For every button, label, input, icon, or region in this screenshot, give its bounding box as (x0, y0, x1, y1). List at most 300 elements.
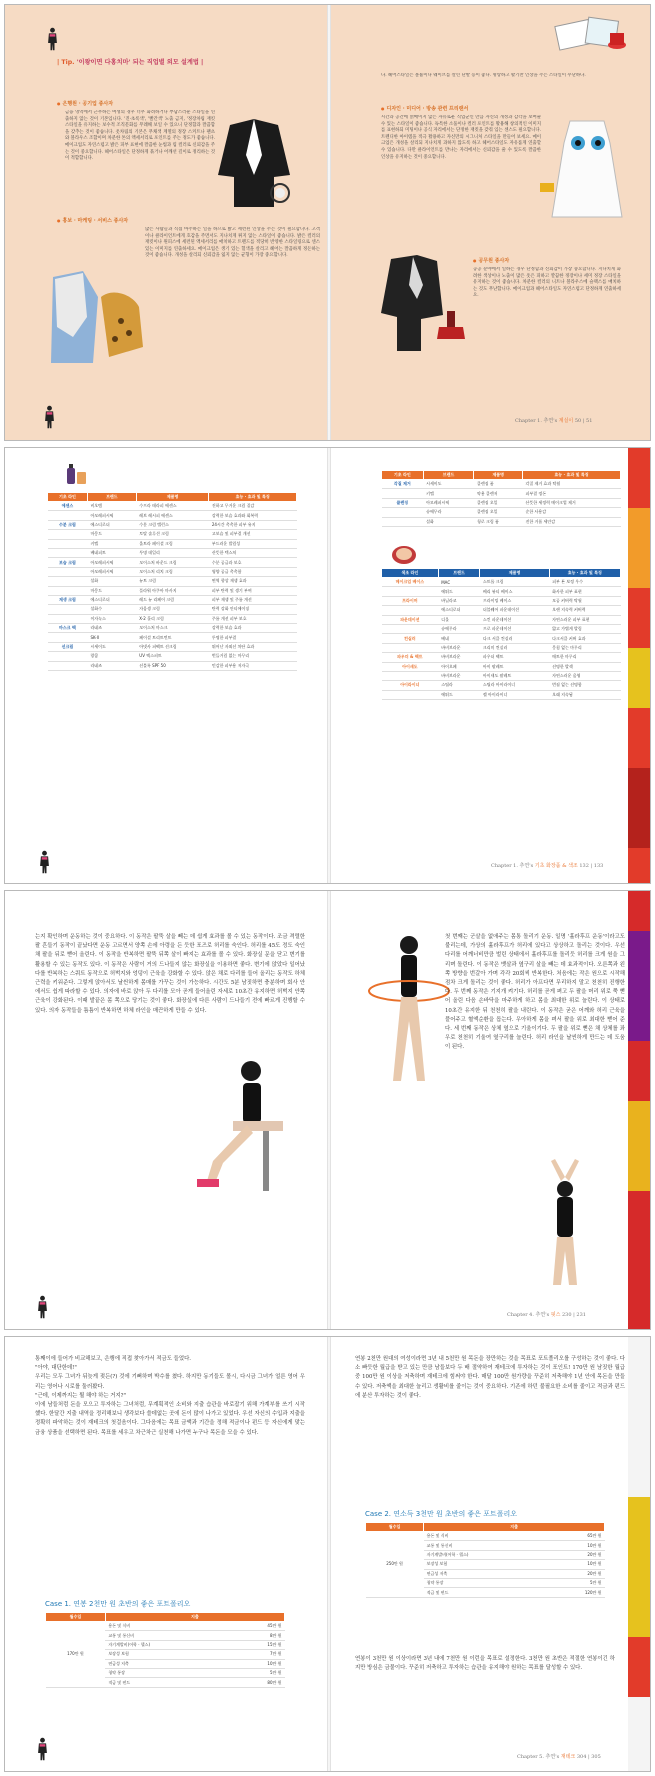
table-cell: 다크 서클 컨실러 (480, 634, 549, 643)
fitness-right-text: 첫 번째는 군살을 없애주는 몸통 돌리기 운동. 일명 '훌라후프 운동'이라고도 불리는데, 가상의 훌라후프가 허리에 있다고 상상하고 돌리는 것이다. 우선 다리를 어깨너비만큼 벌린 상태에서 훌라후프를 돌리듯 허리를 크게 원을 그리며 돌린다. 이 동작은 뱃살과 옆구리 살을 빼는 데 효과적이다. 오른쪽과 왼쪽 방향을 번갈아 가며 각각 20회씩 반복한다. 처음에는 작은 원으로 시작해 점차 크게 돌리는 것이 좋다. 허리가 아프다면 무리하지 말고 천천히 진행한다. 두 번째 동작은 기지개 켜기다. 허리를 곧게 펴고 두 팔을 머리 위로 쭉 뻗어 올린 다음 손바닥을 마주하게 하고 몸을 최대한 위로 늘린다. 이 상태로 10초간 유지한 뒤 천천히 팔을 내린다. 이 동작은 굳은 어깨와 허리 근육을 풀어주고 혈액순환을 돕는다. 우아하게 몸을 펴서 팔을 위로 최대한 뻗어 준다. 세 번째 동작은 상체 옆으로 기울이기다. 두 팔을 위로 뻗은 채 상체를 좌우로 천천히 기울여 옆구리를 늘린다. 허리 라인을 날씬하게 만드는 데 도움이 된다. (445, 934, 625, 1051)
table-category-cell (48, 586, 88, 595)
table-cell: 설화 (87, 577, 136, 586)
table-category-cell: 클렌징 (382, 498, 424, 507)
table-cell: 스킨 파운데이션 (480, 615, 549, 624)
table-row (382, 596, 621, 605)
expense-amount: 8만 원 (231, 1631, 284, 1640)
table-cell: 청로 크림 폼 (474, 517, 523, 526)
table-cell: 수분 공급과 보호 (209, 558, 297, 567)
table-cell: 진한 거품 세안감 (523, 517, 621, 526)
compact-icon (390, 543, 418, 565)
table-category-cell (48, 614, 88, 623)
table-cell: 설화수 (87, 605, 136, 614)
table-cell: 마몽드 (87, 530, 136, 539)
table-category-cell (48, 661, 88, 670)
table-cell: 아모레퍼시픽 (87, 567, 136, 576)
table-cell: 크리미 컨실러 (480, 643, 549, 652)
table-cell: 이자녹스 (87, 614, 136, 623)
table-cell: 부드러운 발림성 (209, 539, 297, 548)
expense-amount: 120만 원 (546, 1588, 604, 1597)
table-cell: 아모레퍼시픽 (87, 511, 136, 520)
table-cell: 자연스러운 피부 표현 (549, 615, 620, 624)
table-cell: 순한 사용감 (523, 508, 621, 517)
table-cell: 고보습 및 피부결 개선 (209, 530, 297, 539)
table-row (382, 643, 621, 652)
table-cell: 주름 개선 피부 보호 (209, 614, 297, 623)
page-spread-cosmetics (4, 447, 651, 884)
table-row (48, 511, 297, 520)
cosmetic-bottle-icon (63, 460, 89, 486)
section-bank-body: 금융 영역에서 근무하는 여성의 경우 너무 화려하거나 부담스러운 스타일을 연출하지 않는 것이 기본입니다. '진·초록색', '빨간색' 노출 금지, '정장차림 재킷 스타일을 유지하는 보수적 조직문화를 무례해 보일 수 있으니 단정함과 깔끔함을 갖추는 것이 좋습니다. 옷차림의 기본은 무채색 계열의 정장 스커트나 팬츠와 블라우스 조합이며 차분한 톤의 액세서리로 포인트를 주는 정도가 좋습니다. 메이크업도 자연스럽고 밝은 피부 표현에 깔끔한 눈썹과 립 컬러로 신뢰감을 주는 것이 중요합니다. 헤어스타일은 단정하게 묶거나 어깨선 길이로 정리하는 것이 적합합니다. (65, 110, 215, 162)
book-gutter (327, 1337, 331, 1771)
table-cell: 클렌징 오일 (474, 498, 523, 507)
table-cell: 에뛰드 (438, 587, 480, 596)
table-cell: 투명한 피부결 (209, 633, 297, 642)
table-row (46, 1622, 285, 1631)
table-cell: 선명한 발색 (549, 662, 620, 671)
table-row (382, 606, 621, 615)
case2-title: Case 2. 연소득 3천만 원 초반의 좋은 포트폴리오 (365, 1510, 518, 1518)
decorative-stripe (628, 891, 650, 1330)
table-cell: 매트한 마무리 (549, 653, 620, 662)
tip-heading: '이왕이면 다홍치마' 되는 직업별 외모 설계법 | (76, 59, 204, 66)
table-cell: 다크서클 커버 효과 (549, 634, 620, 643)
table-cell: 울트라 페이셜 크림 (136, 539, 209, 548)
page-spread-fashion (4, 4, 651, 441)
makeup-table (381, 568, 621, 700)
table-cell: 베리 뷰티 베이스 (480, 587, 549, 596)
table-body (366, 1532, 605, 1598)
table-row (48, 652, 297, 661)
expense-amount: 20만 원 (546, 1550, 604, 1559)
fitness-left-text-continued (35, 1059, 195, 1229)
table-header-cell: 제품명 (474, 471, 523, 480)
clothes-illustration (43, 267, 155, 367)
table-cell: SK-II (87, 633, 136, 642)
table-cell: 강력한 보습 효과 (209, 624, 297, 633)
page-footer (491, 862, 603, 869)
table-row (382, 690, 621, 699)
table-category-cell (382, 671, 439, 680)
section-bank-heading: ● 은행원 · 공기업 종사자 (57, 100, 113, 107)
table-cell: 뉴트 크림 (136, 577, 209, 586)
table-category-cell: 파운데이션 (382, 615, 439, 624)
table-cell: 자음생 크림 (136, 605, 209, 614)
table-header-cell: 효능 · 효과 및 특징 (209, 493, 297, 502)
table-row (48, 548, 297, 557)
table-cell: 프로 파운데이션 (480, 624, 549, 633)
table-category-cell (382, 517, 424, 526)
table-cell: 번들거림 없는 마무리 (209, 652, 297, 661)
decorative-stripe (628, 1337, 650, 1772)
expense-label: 보장성 보험 (424, 1560, 547, 1569)
woman-silhouette-logo (42, 405, 57, 429)
table-row (48, 558, 297, 567)
section-freelancer-heading: ● 디자인 · 미디어 · 방송 관련 프리랜서 (381, 105, 468, 112)
table-cell: 자연스러운 음영 (549, 671, 620, 680)
table-cell: 마몽드 (87, 586, 136, 595)
table-cell: 영양 공급 촉촉함 (209, 567, 297, 576)
table-row (48, 661, 297, 670)
table-row (48, 595, 297, 604)
footer-title: 핏스 (550, 1312, 561, 1318)
footer-title: 기초 화장품 & 색조 (534, 863, 578, 869)
table-header-cell: 제품명 (136, 493, 209, 502)
expense-label: 자기계발비(어학 · 헬스) (424, 1550, 547, 1559)
table-cell: 스트롭 크림 (480, 578, 549, 587)
table-cell: 피부 톤 보정 우수 (549, 578, 620, 587)
table-cell: 피부결 정돈 (523, 489, 621, 498)
expense-label: 용돈 및 식비 (105, 1622, 231, 1631)
magazine-cup-illustration (553, 15, 631, 53)
woman-silhouette-logo (35, 1737, 50, 1761)
page-footer (515, 417, 592, 424)
table-category-cell (382, 508, 424, 517)
table-header-cell: 효능 · 효과 및 특징 (549, 569, 620, 578)
table-row (382, 480, 621, 489)
table-category-cell: 컨실러 (382, 634, 439, 643)
expense-amount: 5만 원 (546, 1578, 604, 1587)
table-cell: 레드 뉴 리페어 크림 (136, 595, 209, 604)
table-category-cell (48, 605, 88, 614)
table-cell: 아이오페 (438, 662, 480, 671)
woman-silhouette-logo (37, 850, 52, 874)
table-row (366, 1532, 605, 1541)
table-header-row (366, 1523, 605, 1532)
footer-chapter: Chapter 1. 추연's (515, 418, 558, 424)
exercise-woman-illustration (365, 931, 455, 1091)
table-header-cell: 브랜드 (423, 471, 474, 480)
table-header-cell: 지출 (105, 1613, 284, 1622)
table-cell: 레브 레시피 에센스 (136, 511, 209, 520)
table-cell: 약용 클렌저 (474, 489, 523, 498)
table-header-row (48, 493, 297, 502)
woman-silhouette-logo (35, 1295, 50, 1319)
table-cell: 각질 제거 효과 탁월 (523, 480, 621, 489)
expense-amount: 45만 원 (231, 1622, 284, 1631)
table-cell: 디올 (438, 615, 480, 624)
table-category-cell: 파우더 & 팩트 (382, 653, 439, 662)
case1-table (45, 1612, 285, 1688)
table-category-cell (48, 567, 88, 576)
page-footer (517, 1753, 601, 1760)
expense-label: 청약 통장 (105, 1668, 231, 1677)
table-row (382, 489, 621, 498)
table-cell: 베네 (438, 634, 480, 643)
table-row (48, 567, 297, 576)
footer-title: 재테크 (560, 1754, 576, 1760)
section-public-body: 공공 분야에서 일하는 경우 단정함과 신뢰감이 가장 중요합니다. 지나치게 화려한 색상이나 노출이 많은 옷은 피하고 깔끔한 정장이나 세미 정장 스타일을 유지하는 것이 좋습니다. 차분한 컬러의 니트나 블라우스에 슬랙스를 매치하는 것도 무난합니다. 메이크업과 헤어스타일도 자연스럽고 단정하게 연출하세요. (473, 267, 621, 299)
table-category-cell: 수분 크림 (48, 520, 88, 529)
footer-chapter: Chapter 4. 추연's (507, 1312, 550, 1318)
table-row (382, 578, 621, 587)
table-row (48, 624, 297, 633)
table-category-cell (382, 643, 439, 652)
table-category-cell: 프라이머 (382, 596, 439, 605)
table-cell: 민감한 피부용 저자극 (209, 661, 297, 670)
table-category-cell (382, 624, 439, 633)
table-cell: 시세이도 (423, 480, 474, 489)
page-spread-fitness (4, 890, 651, 1330)
jacket-illustration (210, 115, 298, 210)
table-cell: 스틸라 (438, 681, 480, 690)
table-cell: 피부 탄력 및 생기 부여 (209, 586, 297, 595)
table-cell: 에뛰드 (438, 690, 480, 699)
table-header-row (382, 471, 621, 480)
decorative-stripe (628, 448, 650, 884)
income-cell: 170만 원 (46, 1622, 106, 1688)
table-header-cell: 기초 라인 (382, 471, 424, 480)
table-cell: 에스티로더 (87, 520, 136, 529)
table-row (48, 605, 297, 614)
table-cell: 뛰어난 자외선 차단 효과 (209, 642, 297, 651)
table-cell: 시세이도 (87, 642, 136, 651)
table-row (48, 642, 297, 651)
table-header-cell: 월수입 (366, 1523, 424, 1532)
table-body (382, 578, 621, 700)
footer-chapter: Chapter 1. 추연's (491, 863, 534, 869)
table-cell: 슈에무라 (423, 508, 474, 517)
table-header-cell: 브랜드 (438, 569, 480, 578)
section-freelancer-body: 시간과 공간에 얽매이지 않는 자유로운 직업군인 만큼 자신의 개성과 감각을 보여줄 수 있는 스타일이 좋습니다. 독특한 소품이나 컬러 포인트를 활용해 창의적인 이미지를 표현하되 미팅이나 공식 자리에서는 단정한 재킷을 갖춰 입는 센스도 필요합니다. 트렌디한 아이템을 적극 활용하고 자신만의 시그니처 스타일을 만들어 보세요. 메이크업은 개성을 살리되 지나치게 과하지 않도록 하고 헤어스타일도 자유롭게 연출할 수 있습니다. 다만 클라이언트를 만나는 자리에서는 신뢰감을 줄 수 있도록 깔끔한 인상을 유지하는 것이 중요합니다. (381, 115, 541, 160)
expense-label: 적금 및 펀드 (105, 1678, 231, 1687)
table-row (48, 577, 297, 586)
table-row (382, 498, 621, 507)
table-category-cell (48, 548, 88, 557)
table-row (48, 502, 297, 511)
table-cell: 아모레퍼시픽 (423, 498, 474, 507)
table-cell: 비오템 (87, 502, 136, 511)
table-cell: 오래 지속됨 (549, 690, 620, 699)
table-category-cell (48, 539, 88, 548)
table-cell: 모이스처 마스크 (136, 624, 209, 633)
table-cell: 바비브라운 (438, 643, 480, 652)
expense-label: 보장성 보험 (105, 1650, 231, 1659)
table-cell: 더블웨어 파운데이션 (480, 606, 549, 615)
table-category-cell: 메이크업 베이스 (382, 578, 439, 587)
dress-illustration (540, 113, 635, 231)
table-row (48, 539, 297, 548)
table-header-cell: 지출 (424, 1523, 605, 1532)
expense-label: 교통 및 통신비 (424, 1541, 547, 1550)
table-cell: UV 엑스퍼트 (136, 652, 209, 661)
fitness-left-text: 는지 확인하며 운동하는 것이 중요하다. 이 동작은 팔뚝 살을 빼는 데 쉽게 효과를 볼 수 있는 동작이다. 조금 격렬한 팔 흔들기 동작이 끝났다면 운동 고르면서 양쪽 손에 아령을 든 듯한 포즈로 허리를 숙인다. 허리를 45도 정도 숙인 채 팔을 뒤로 뻗어 올린다. 이 동작을 반복하면 팔뚝 뒤쪽 살이 빠지는 효과를 볼 수 있다. 화장실 문을 닫고 변기를 활용할 수 있는 동작도 있다. 이 동작은 사람이 거의 드나들지 않는 화장실을 이용하면 좋다. 변기에 앉았다 일어났다를 반복하는 스쿼트 동작으로 허벅지와 엉덩이 근육을 강화할 수 있다. 앉은 채로 다리를 들어 올리는 동작도 하체 근력을 키워준다. 그렇게 앉아서도 날씬하게 몸매를 가꾸는 것이 가능하다. 시간도 5분 남짓하면 충분하며 회사 안에서도 쉽게 따라할 수 있다. 의자에 바로 앉아 두 다리를 모아 곧게 들어올린 자세로 10초간 유지하면 허벅지 안쪽 근육이 강화된다. 이때 발끝은 몸 쪽으로 당기는 것이 좋다. 화장실에 다른 사람이 드나들기 전에 빠르게 진행할 수 있다. 의자 동작들을 틈틈이 반복하면 하체 라인을 매끈하게 만들 수 있다. (35, 934, 305, 1014)
table-cell: 면역 향상 재생 효과 (209, 577, 297, 586)
table-row (382, 615, 621, 624)
table-cell: 화사한 피부 표현 (549, 587, 620, 596)
table-cell: 키엘 (87, 539, 136, 548)
table-cell: 아이섀도 팔레트 (480, 671, 549, 680)
table-cell: 산뜻한 텍스처 (209, 548, 297, 557)
table-category-cell (48, 530, 88, 539)
table-header-cell: 제품명 (480, 569, 549, 578)
table-category-cell: 재생 크림 (48, 595, 88, 604)
table-header-row (382, 569, 621, 578)
table-cell: 선블록 SPF 50 (136, 661, 209, 670)
table-row (48, 530, 297, 539)
table-row (382, 508, 621, 517)
table-cell: 투명 데일리 (136, 548, 209, 557)
table-cell: 랑콤 (87, 652, 136, 661)
expense-label: 연금성 저축 (105, 1659, 231, 1668)
table-category-cell: 각질 제거 (382, 480, 424, 489)
table-cell: 모이스처 리치 크림 (136, 567, 209, 576)
table-cell: 얇고 가볍게 발림 (549, 624, 620, 633)
tip-label: | Tip. (57, 59, 75, 66)
expense-label: 자기계발비(어학 · 헬스) (105, 1640, 231, 1649)
table-header-cell: 월수입 (46, 1613, 106, 1622)
table-cell: 바비브라운 (438, 653, 480, 662)
expense-amount: 7만 원 (231, 1650, 284, 1659)
table-cell: X-2 홀리 크림 (136, 614, 209, 623)
table-cell: 에스티로더 (87, 595, 136, 604)
book-gutter (327, 5, 331, 440)
table-header-cell: 기초 라인 (48, 493, 88, 502)
table-cell: 탄력 강화 안티에이징 (209, 605, 297, 614)
table-cell: 클렌징 오일 (474, 508, 523, 517)
table-category-cell (48, 652, 88, 661)
table-cell: 산뜻한 세정력 메이크업 제거 (523, 498, 621, 507)
expense-label: 교통 및 통신비 (105, 1631, 231, 1640)
table-row (48, 614, 297, 623)
table-category-cell (48, 633, 88, 642)
footer-pages: 230 | 231 (562, 1312, 586, 1318)
footer-title: 계실이 (558, 418, 574, 424)
table-header-cell: 색조 라인 (382, 569, 439, 578)
section-public-heading: ● 공무원 종사자 (473, 257, 509, 264)
expense-label: 적금 및 펀드 (424, 1588, 547, 1597)
table-cell: 뭉침 없는 마무리 (549, 643, 620, 652)
table-body (46, 1622, 285, 1688)
footer-chapter: Chapter 5. 추연's (517, 1754, 560, 1760)
expense-label: 연금성 저축 (424, 1569, 547, 1578)
section-pr-body: 많은 사람들과 직접 마주하는 일을 하므로 밝고 세련된 인상을 주는 것이 필요합니다. 고객이나 클라이언트에게 호감을 주면서도 지나치게 튀지 않는 스타일이 좋습니다. 밝은 컬러의 재킷이나 원피스에 세련된 액세서리를 매치하고 트렌드를 적당히 반영한 스타일링으로 센스 있는 이미지를 연출하세요. 메이크업은 생기 있는 혈색을 살리고 헤어는 깔끔하게 정돈하는 것이 좋습니다. 개성을 살리되 신뢰감을 잃지 않는 균형이 가장 중요합니다. (145, 227, 320, 259)
expense-amount: 15만 원 (231, 1640, 284, 1649)
table-cell: 젤 아이라이너 (480, 690, 549, 699)
finance-right-text: 연봉 2천만 원대의 여성이라면 3년 내 5천만 원 목돈을 장만하는 것을 목표로 포트폴리오를 구성하는 것이 좋다. 다소 빠듯한 월급을 받고 있는 만큼 남들보다 두 배 절약하여 재테크에 투자하는 것이 포인트! 170만 원 남짓한 월급 중 100만 원 이상을 저축하며 재테크에 힘써야 한다. 매달 100만 원가량을 꾸준히 저축해야 1년 안에 목돈을 만들 수 있다. 저축액을 최대한 늘리고 생활비를 줄이는 것이 중요하다. 기존에 하던 불필요한 소비를 줄이고 적금과 펀드에 분산 투자하는 것이 좋다. (355, 1356, 625, 1399)
table-row (382, 634, 621, 643)
table-cell: 오랜 지속력 커버력 (549, 606, 620, 615)
skincare-table (47, 492, 297, 671)
expense-amount: 5만 원 (231, 1668, 284, 1677)
table-cell: 수분 크림 밸런스 (136, 520, 209, 529)
page-footer (507, 1311, 586, 1318)
table-cell: 프라이밍 베이스 (480, 596, 549, 605)
page-spread-finance (4, 1336, 651, 1772)
table-cell: 아모레퍼시픽 (87, 558, 136, 567)
table-cell: 키엘 (423, 489, 474, 498)
expense-amount: 10만 원 (546, 1541, 604, 1550)
table-header-cell: 효능 · 효과 및 특징 (523, 471, 621, 480)
table-cell: 슈에무라 (438, 624, 480, 633)
shoes-illustration (377, 255, 469, 355)
table-cell: 진하고 무거운 크림 질감 (209, 502, 297, 511)
table-row (382, 662, 621, 671)
table-category-cell (382, 606, 439, 615)
table-cell: 번짐 없는 선명함 (549, 681, 620, 690)
table-category-cell: 마스크 팩 (48, 624, 88, 633)
table-cell: 모공 커버력 탁월 (549, 596, 620, 605)
table-category-cell (382, 587, 439, 596)
table-row (382, 671, 621, 680)
table-category-cell: 아이라이너 (382, 681, 439, 690)
book-gutter (327, 891, 331, 1329)
table-category-cell: 선크림 (48, 642, 88, 651)
cleansing-table (381, 470, 621, 527)
income-cell: 250만 원 (366, 1532, 424, 1598)
section-pr-heading: ● 홍보 · 마케팅 · 서비스 종사자 (57, 217, 128, 224)
table-cell: 베네피트 (87, 548, 136, 557)
table-row (48, 586, 297, 595)
table-row (48, 633, 297, 642)
case1-title: Case 1. 연봉 2천만 원 초반의 좋은 포트폴리오 (45, 1600, 191, 1608)
table-header-row (46, 1613, 285, 1622)
table-cell: 라네즈 (87, 661, 136, 670)
finance-right-bottom-text: 연봉이 3천만 원 이상이라면 3년 내에 7천만 원 이런을 목표로 설정한다. 3천만 원 초반은 적절한 연봉이긴 하지만 방심은 금물이다. 꾸준히 저축하고 투자하는 습관을 유지해야 원하는 목표를 달성할 수 있다. (355, 1656, 615, 1672)
table-cell: 바비브라운 (438, 671, 480, 680)
table-category-cell (382, 489, 424, 498)
footer-pages: 132 | 133 (579, 863, 604, 869)
footer-pages: 50 | 51 (574, 418, 593, 424)
stretch-woman-illustration (525, 1159, 605, 1289)
table-row (382, 681, 621, 690)
table-category-cell: 보습 크림 (48, 558, 88, 567)
footer-pages: 304 | 305 (576, 1754, 601, 1760)
right-top-text: 다. 헤어스타일은 볼륨이나 웨이브를 살린 단발 등이 좋다. 명랑하고 활기찬 인상을 주는 스타일이 무난하다. (381, 73, 586, 78)
book-gutter (327, 448, 331, 883)
table-row (382, 517, 621, 526)
table-cell: 토탈 솔루션 크림 (136, 530, 209, 539)
table-body (382, 480, 621, 527)
expense-amount: 20만 원 (546, 1569, 604, 1578)
table-cell: 플라워 아쿠아 마사지 (136, 586, 209, 595)
table-cell: 아이 팔레트 (480, 662, 549, 671)
expense-label: 용돈 및 식비 (424, 1532, 547, 1541)
table-cell: 수프라 테라피 에센스 (136, 502, 209, 511)
chair-exercise-illustration (193, 1051, 303, 1201)
table-header-cell: 브랜드 (87, 493, 136, 502)
table-row (48, 520, 297, 529)
table-cell: 피부 재생 및 주름 개선 (209, 595, 297, 604)
table-category-cell (382, 690, 439, 699)
table-row (382, 587, 621, 596)
tip-title (57, 57, 203, 66)
table-cell: 파우더 팩트 (480, 653, 549, 662)
finance-left-text: 통째이에 들어가 비교해보고, 은행에 직접 찾아가서 적금도 들었다. "아야, 대단한데!" 우리는 모두 그녀가 뒤늦게 젖든(?) 것에 기뻐하며 박수를 쳤다. 하지만 동기들도 몰시, 다시금 그녀가 얼른 영어 우리는 영어나 시로를 둘러봤다. "근데, 이제까지는 뭘 해야 하는 거지?" 이에 남들처럼 돈을 모으고 투자하는 그녀처럼, 무계획적인 소비와 지출 습관을 바로잡기 위해 가계부를 쓰기 시작했다. 한달간 지출 내역을 정리해보니 생각보다 쓸데없는 곳에 돈이 많이 나가고 있었다. 우선 자신의 수입과 지출을 정확히 파악하는 것이 재테크의 첫걸음이다. 그다음에는 목표 금액과 기간을 정해 적금이나 펀드 등 자신에게 맞는 금융 상품을 선택하면 된다. 목표를 세우고 차근차근 실천해 나가면 누구나 목돈을 모을 수 있다. (35, 1356, 305, 1436)
expense-amount: 10만 원 (231, 1659, 284, 1668)
table-cell: 설화 (423, 517, 474, 526)
table-category-cell: 아이섀도 (382, 662, 439, 671)
table-cell: 바닐라코 (438, 596, 480, 605)
woman-silhouette-logo (45, 27, 60, 51)
table-cell: 라네즈 (87, 624, 136, 633)
table-row (382, 653, 621, 662)
table-category-cell: 에센스 (48, 502, 88, 511)
table-body (48, 502, 297, 671)
table-cell: MAC (438, 578, 480, 587)
table-cell: 24시간 촉촉한 피부 유지 (209, 520, 297, 529)
table-cell: 아넷사 퍼펙트 선크림 (136, 642, 209, 651)
case2-table (365, 1522, 605, 1598)
table-cell: 에스티로더 (438, 606, 480, 615)
table-cell: 강력한 보습 효과와 회복력 (209, 511, 297, 520)
table-category-cell (48, 577, 88, 586)
table-cell: 스틸라 아이라이너 (480, 681, 549, 690)
expense-amount: 80만 원 (231, 1678, 284, 1687)
expense-amount: 65만 원 (546, 1532, 604, 1541)
table-cell: 클렌징 폼 (474, 480, 523, 489)
table-cell: 모이스처 바운드 크림 (136, 558, 209, 567)
